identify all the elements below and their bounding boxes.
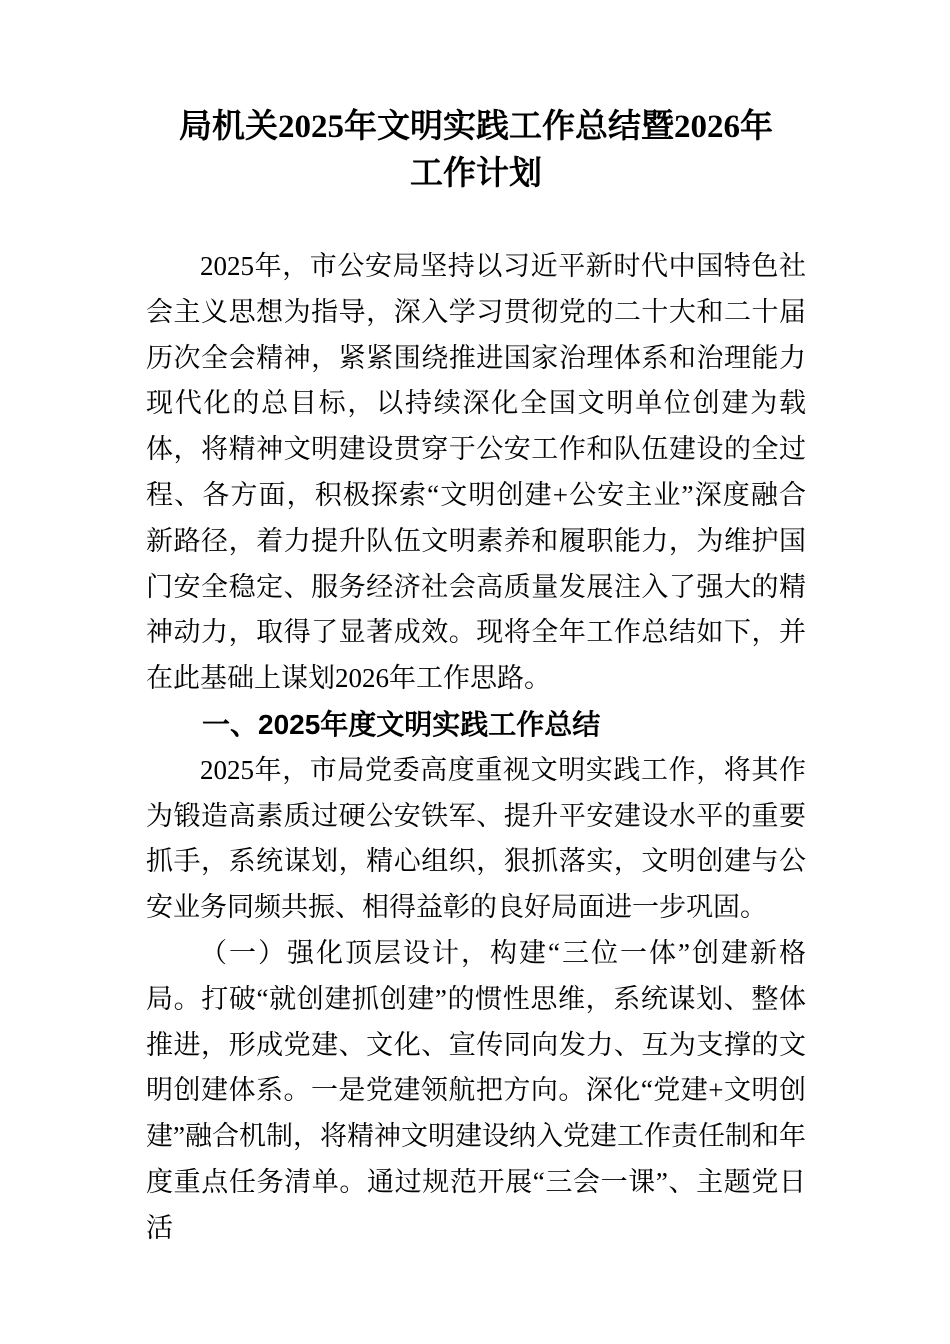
- paragraph-item-one-top-design: （一）强化顶层设计，构建“三位一体”创建新格局。打破“就创建抓创建”的惯性思维，系统谋划、整体推进，形成党建、文化、宣传同向发力、互为支撑的文明创建体系。一是党建领航把方向。深化“党建+文明创建”融合机制，将精神文明建设纳入党建工作责任制和年度重点任务清单。通过规范开展“三会一课”、主题党日活: [146, 937, 806, 1243]
- document-title: [146, 104, 806, 198]
- document-body: [146, 244, 806, 1252]
- section-heading-2025-summary: 一、2025年度文明实践工作总结: [202, 708, 601, 740]
- paragraph-overview: 2025年，市局党委高度重视文明实践工作，将其作为锻造高素质过硬公安铁军、提升平安建设水平的重要抓手，系统谋划，精心组织，狠抓落实，文明创建与公安业务同频共振、相得益彰的良好局面进一步巩固。: [146, 754, 806, 923]
- document-title-line-2: 工作计划: [410, 156, 542, 192]
- document-title-line-1: 局机关2025年文明实践工作总结暨2026年: [179, 109, 773, 145]
- paragraph-intro: 2025年，市公安局坚持以习近平新时代中国特色社会主义思想为指导，深入学习贯彻党的二十大和二十届历次全会精神，紧紧围绕推进国家治理体系和治理能力现代化的总目标，以持续深化全国文明单位创建为载体，将精神文明建设贯穿于公安工作和队伍建设的全过程、各方面，积极探索“文明创建+公安主业”深度融合新路径，着力提升队伍文明素养和履职能力，为维护国门安全稳定、服务经济社会高质量发展注入了强大的精神动力，取得了显著成效。现将全年工作总结如下，并在此基础上谋划2026年工作思路。: [146, 251, 806, 694]
